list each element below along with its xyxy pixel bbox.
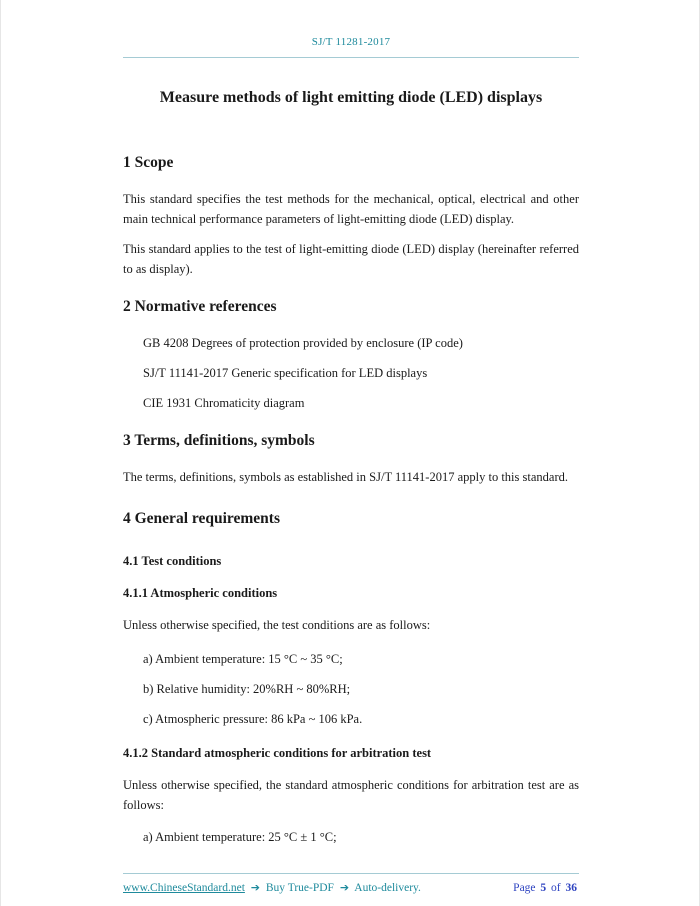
arrow-icon: ➔ bbox=[250, 881, 260, 894]
arrow-icon: ➔ bbox=[339, 881, 350, 894]
scope-paragraph-1: This standard specifies the test methods for the mechanical, optical, electrical and other main technical performance parameters of light-emitting diode (LED) display. bbox=[123, 192, 579, 226]
list-item: a) Ambient temperature: 25 °C ± 1 °C; bbox=[143, 830, 337, 844]
footer-rule bbox=[123, 873, 579, 874]
terms-paragraph: The terms, definitions, symbols as established in SJ/T 11141-2017 apply to this standard. bbox=[123, 470, 568, 484]
page-total: 36 bbox=[565, 882, 577, 894]
document-title: Measure methods of light emitting diode (LED) displays bbox=[159, 89, 543, 106]
page-header bbox=[123, 0, 579, 58]
list-item: b) Relative humidity: 20%RH ~ 80%RH; bbox=[143, 682, 351, 696]
section-4-1-2-heading: 4.1.2 Standard atmospheric conditions for arbitration test bbox=[123, 746, 432, 760]
arbitration-intro: Unless otherwise specified, the standard atmospheric conditions for arbitration test are as follows: bbox=[123, 778, 579, 812]
reference-item: CIE 1931 Chromaticity diagram bbox=[143, 396, 305, 410]
doc-number: SJ/T 11281-2017 bbox=[311, 36, 391, 48]
page-word: Page bbox=[513, 882, 536, 894]
auto-delivery-text: Auto-delivery. bbox=[354, 882, 421, 894]
buy-true-pdf-text: Buy True-PDF bbox=[265, 882, 334, 894]
section-4-heading: 4 General requirements bbox=[123, 510, 280, 527]
section-1-heading: 1 Scope bbox=[123, 154, 174, 171]
reference-item: GB 4208 Degrees of protection provided by enclosure (IP code) bbox=[143, 336, 463, 350]
footer-promo bbox=[123, 881, 421, 894]
page-indicator bbox=[513, 882, 579, 894]
header-rule bbox=[123, 57, 579, 58]
reference-item: SJ/T 11141-2017 Generic specification for LED displays bbox=[143, 366, 428, 380]
list-item: a) Ambient temperature: 15 °C ~ 35 °C; bbox=[143, 652, 343, 666]
site-link[interactable]: www.ChineseStandard.net bbox=[123, 882, 245, 894]
scope-paragraph-2: This standard applies to the test of light-emitting diode (LED) display (hereinafter referred to as display). bbox=[123, 242, 579, 276]
of-word: of bbox=[551, 882, 561, 894]
section-4-1-1-heading: 4.1.1 Atmospheric conditions bbox=[123, 586, 278, 600]
page-footer bbox=[123, 873, 579, 894]
section-2-heading: 2 Normative references bbox=[123, 298, 277, 315]
page-number: 5 bbox=[540, 882, 547, 894]
list-item: c) Atmospheric pressure: 86 kPa ~ 106 kPa. bbox=[143, 712, 363, 726]
document-page bbox=[1, 0, 700, 906]
section-4-1-heading: 4.1 Test conditions bbox=[123, 554, 222, 568]
section-3-heading: 3 Terms, definitions, symbols bbox=[123, 432, 315, 449]
atmospheric-intro: Unless otherwise specified, the test conditions are as follows: bbox=[123, 618, 431, 632]
